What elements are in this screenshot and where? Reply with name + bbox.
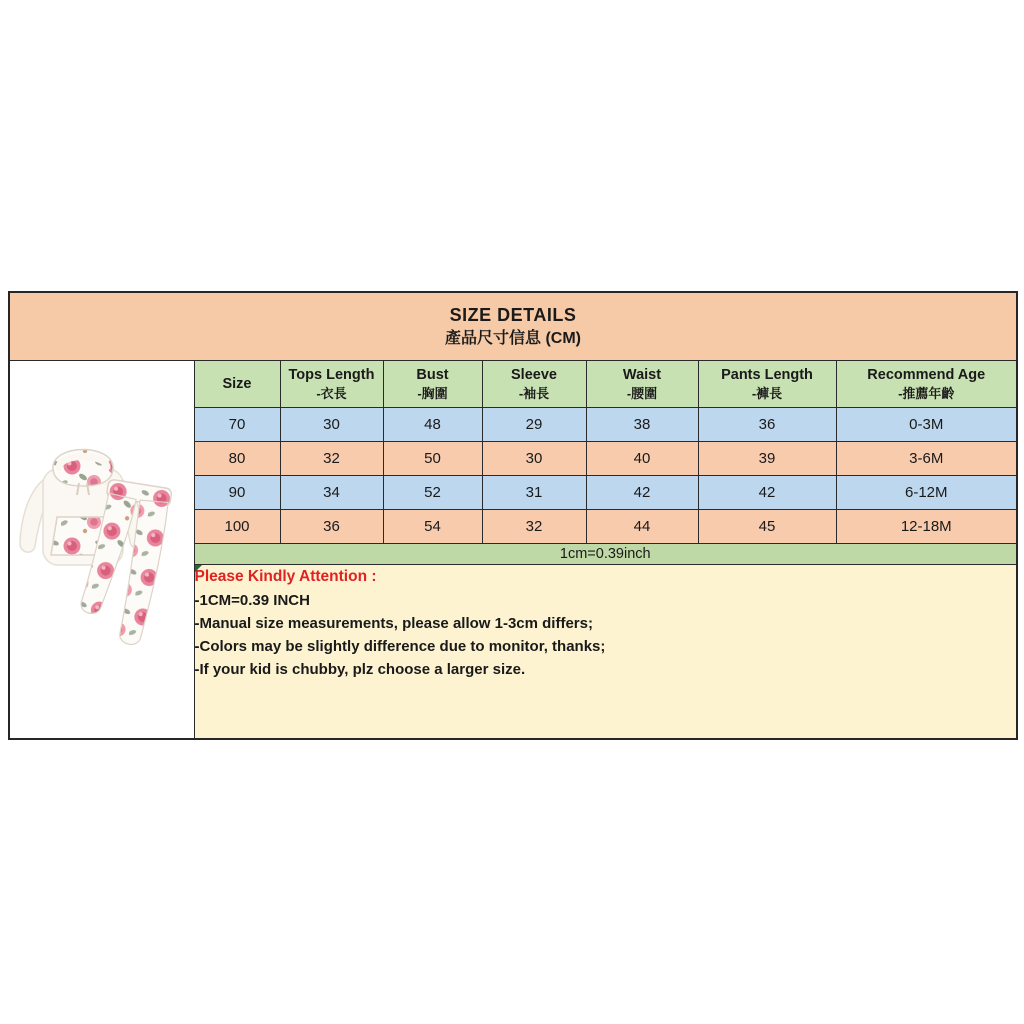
cell-sleeve: 29 <box>482 408 586 442</box>
cell-sleeve: 32 <box>482 510 586 544</box>
size-chart-table <box>8 291 1018 740</box>
header-label-zh: -腰圍 <box>626 386 658 401</box>
column-header-pants-length <box>698 361 836 408</box>
note-line: -Manual size measurements, please allow 1-3cm differs; <box>194 615 593 632</box>
cell-sleeve: 30 <box>482 442 586 476</box>
cell-pants-length: 45 <box>698 510 836 544</box>
note-line: -Colors may be slightly difference due to monitor, thanks; <box>194 638 606 655</box>
cell-pants-length: 36 <box>698 408 836 442</box>
cell-waist: 44 <box>586 510 698 544</box>
cell-recommend-age: 0-3M <box>836 408 1017 442</box>
product-photo <box>17 431 187 663</box>
column-header-tops-length <box>280 361 383 408</box>
header-label: Bust <box>416 367 449 383</box>
cell-pants-length: 39 <box>698 442 836 476</box>
note-line: -1CM=0.39 INCH <box>194 592 310 609</box>
header-label-zh: -褲長 <box>751 386 783 401</box>
cell-size: 80 <box>194 442 280 476</box>
header-label: Pants Length <box>721 367 813 383</box>
header-label: Waist <box>622 367 662 383</box>
cell-size: 70 <box>194 408 280 442</box>
column-header-recommend-age <box>836 361 1017 408</box>
cell-recommend-age: 12-18M <box>836 510 1017 544</box>
column-header-size <box>194 361 280 408</box>
table-header-row <box>9 361 1017 408</box>
cell-bust: 54 <box>383 510 482 544</box>
header-label: Size <box>222 375 252 392</box>
attention-title: Please Kindly Attention : <box>194 568 377 585</box>
cell-size: 90 <box>194 476 280 510</box>
cell-waist: 42 <box>586 476 698 510</box>
header-label: Tops Length <box>288 367 375 383</box>
cell-pants-length: 42 <box>698 476 836 510</box>
cell-recommend-age: 3-6M <box>836 442 1017 476</box>
cell-waist: 40 <box>586 442 698 476</box>
unit-note: 1cm=0.39inch <box>194 544 1017 565</box>
header-label-zh: -衣長 <box>316 386 347 401</box>
cell-bust: 50 <box>383 442 482 476</box>
cell-tops-length: 36 <box>280 510 383 544</box>
chart-title-cell <box>9 292 1017 361</box>
cell-bust: 48 <box>383 408 482 442</box>
header-label: Sleeve <box>511 367 557 383</box>
column-header-sleeve <box>482 361 586 408</box>
title-english: SIZE DETAILS <box>449 304 577 325</box>
product-image-cell <box>9 361 194 739</box>
header-label: Recommend Age <box>867 367 986 383</box>
cell-bust: 52 <box>383 476 482 510</box>
cell-tops-length: 34 <box>280 476 383 510</box>
header-label-zh: -推薦年齡 <box>898 386 955 401</box>
cell-tops-length: 30 <box>280 408 383 442</box>
cell-waist: 38 <box>586 408 698 442</box>
cell-size: 100 <box>194 510 280 544</box>
notes-panel <box>194 565 1017 739</box>
column-header-bust <box>383 361 482 408</box>
header-label-zh: -袖長 <box>518 386 550 401</box>
title-chinese: 產品尺寸信息 (CM) <box>445 329 581 347</box>
size-chart-container <box>8 291 1016 740</box>
cell-recommend-age: 6-12M <box>836 476 1017 510</box>
cell-corner-marker <box>195 565 202 572</box>
cell-tops-length: 32 <box>280 442 383 476</box>
cell-sleeve: 31 <box>482 476 586 510</box>
note-line: -If your kid is chubby, plz choose a larger size. <box>194 661 526 678</box>
header-label-zh: -胸圍 <box>417 386 448 401</box>
column-header-waist <box>586 361 698 408</box>
title-band <box>9 292 1017 361</box>
